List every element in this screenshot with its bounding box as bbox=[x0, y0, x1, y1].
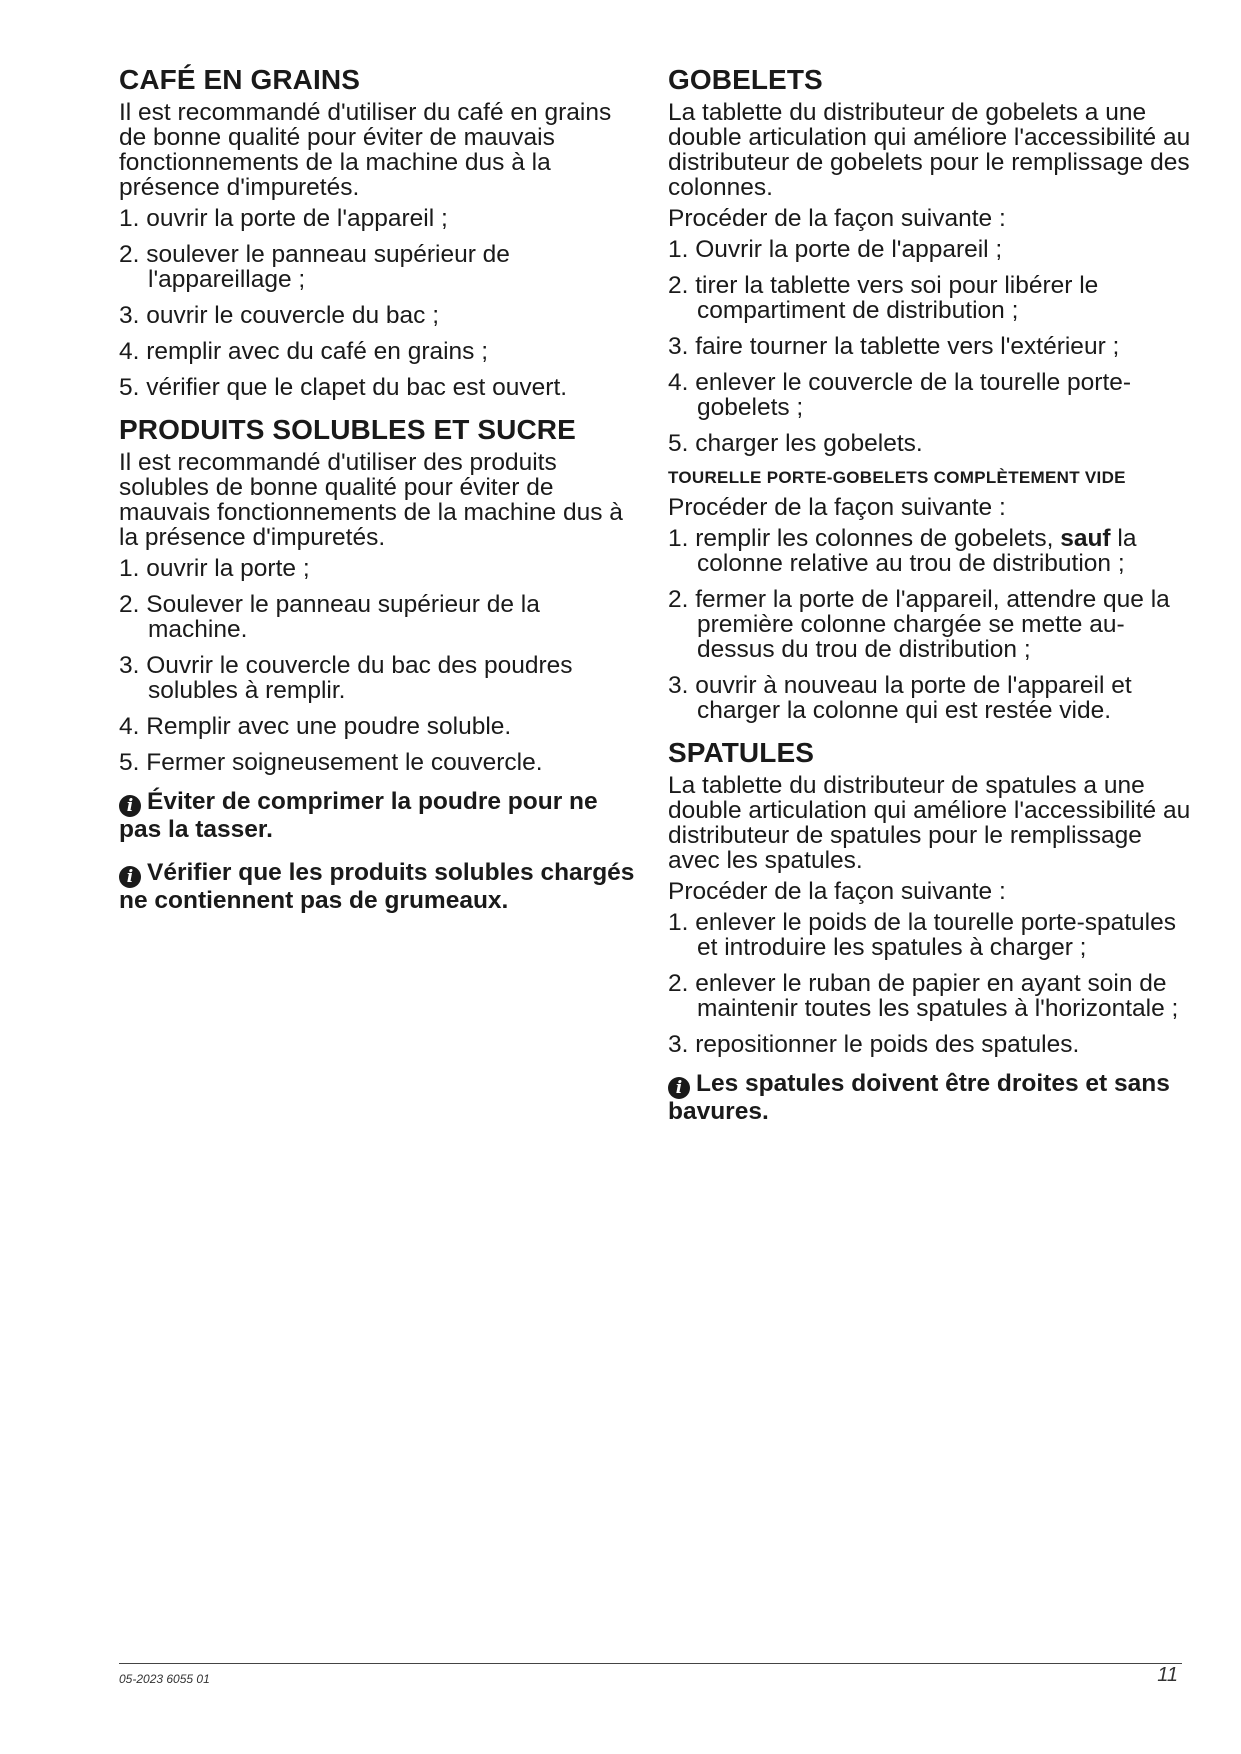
section-produits-solubles bbox=[119, 414, 639, 913]
info-note bbox=[119, 789, 639, 842]
section-intro: Il est recommandé d'utiliser du café en grains de bonne qualité pour éviter de mauvais fonctionnements de la machine dus à la présence d'impuretés. bbox=[119, 99, 612, 201]
section-spatules bbox=[668, 737, 1198, 1124]
page-number: 11 bbox=[1157, 1664, 1178, 1686]
info-icon: i bbox=[668, 1077, 690, 1099]
step-list bbox=[668, 526, 1198, 723]
list-item: 5. charger les gobelets. bbox=[668, 430, 923, 457]
document-code: 05-2023 6055 01 bbox=[119, 1672, 210, 1686]
list-item: 3. Ouvrir le couvercle du bac des poudres solubles à remplir. bbox=[119, 652, 573, 704]
list-item: 3. ouvrir à nouveau la porte de l'appareil et charger la colonne qui est restée vide. bbox=[668, 672, 1132, 724]
section-intro: La tablette du distributeur de spatules a une double articulation qui améliore l'accessibilité au distributeur de spatules pour le remplissage avec les spatules. bbox=[668, 772, 1191, 874]
info-icon: i bbox=[119, 795, 141, 817]
list-item: 1. Ouvrir la porte de l'appareil ; bbox=[668, 236, 1003, 263]
step-list bbox=[668, 910, 1198, 1057]
list-item: 4. remplir avec du café en grains ; bbox=[119, 338, 489, 365]
section-gobelets bbox=[668, 64, 1198, 723]
list-item: 1. enlever le poids de la tourelle porte-spatules et introduire les spatules à charger ; bbox=[668, 909, 1177, 961]
list-item: 2. fermer la porte de l'appareil, attendre que la première colonne chargée se mette au-dessus du trou de distribution ; bbox=[668, 586, 1170, 663]
info-icon: i bbox=[119, 866, 141, 888]
step-text: 1. remplir les colonnes de gobelets, bbox=[668, 525, 1061, 552]
step-list bbox=[119, 206, 639, 400]
list-item: 4. enlever le couvercle de la tourelle porte-gobelets ; bbox=[668, 369, 1132, 421]
step-text: la colonne relative au trou de distribution ; bbox=[697, 525, 1137, 577]
procedure-lead: Procéder de la façon suivante : bbox=[668, 878, 1006, 905]
left-column bbox=[119, 64, 639, 931]
list-item: 2. Soulever le panneau supérieur de la machine. bbox=[119, 591, 540, 643]
footer-divider bbox=[119, 1663, 1182, 1664]
list-item: 5. Fermer soigneusement le couvercle. bbox=[119, 749, 543, 776]
list-item bbox=[668, 526, 1198, 576]
info-note bbox=[119, 860, 639, 913]
section-title: GOBELETS bbox=[668, 64, 823, 95]
procedure-lead: Procéder de la façon suivante : bbox=[668, 494, 1006, 521]
section-title: CAFÉ EN GRAINS bbox=[119, 64, 360, 95]
list-item: 1. ouvrir la porte de l'appareil ; bbox=[119, 205, 448, 232]
step-emphasis: sauf bbox=[1060, 525, 1111, 552]
section-title: SPATULES bbox=[668, 737, 814, 768]
list-item: 3. repositionner le poids des spatules. bbox=[668, 1031, 1080, 1058]
section-cafe-en-grains bbox=[119, 64, 639, 400]
step-list bbox=[119, 556, 639, 775]
info-note bbox=[668, 1071, 1198, 1124]
list-item: 4. Remplir avec une poudre soluble. bbox=[119, 713, 512, 740]
subheading: TOURELLE PORTE-GOBELETS COMPLÈTEMENT VIDE bbox=[668, 468, 1126, 487]
section-intro: Il est recommandé d'utiliser des produits solubles de bonne qualité pour éviter de mauvais fonctionnements de la machine dus à la présence d'impuretés. bbox=[119, 449, 623, 551]
section-intro: La tablette du distributeur de gobelets a une double articulation qui améliore l'accessibilité au distributeur de gobelets pour le remplissage des colonnes. bbox=[668, 99, 1191, 201]
step-list bbox=[668, 237, 1198, 456]
list-item: 3. ouvrir le couvercle du bac ; bbox=[119, 302, 440, 329]
list-item: 3. faire tourner la tablette vers l'extérieur ; bbox=[668, 333, 1120, 360]
note-text: Éviter de comprimer la poudre pour ne pas la tasser. bbox=[119, 788, 598, 843]
right-column bbox=[668, 64, 1198, 1142]
note-text: Les spatules doivent être droites et sans bavures. bbox=[668, 1070, 1170, 1125]
list-item: 2. enlever le ruban de papier en ayant soin de maintenir toutes les spatules à l'horizontale ; bbox=[668, 970, 1179, 1022]
section-title: PRODUITS SOLUBLES ET SUCRE bbox=[119, 414, 576, 445]
note-text: Vérifier que les produits solubles chargés ne contiennent pas de grumeaux. bbox=[119, 859, 635, 914]
list-item: 2. tirer la tablette vers soi pour libérer le compartiment de distribution ; bbox=[668, 272, 1099, 324]
list-item: 5. vérifier que le clapet du bac est ouvert. bbox=[119, 374, 568, 401]
procedure-lead: Procéder de la façon suivante : bbox=[668, 205, 1006, 232]
list-item: 2. soulever le panneau supérieur de l'appareillage ; bbox=[119, 241, 510, 293]
list-item: 1. ouvrir la porte ; bbox=[119, 555, 310, 582]
